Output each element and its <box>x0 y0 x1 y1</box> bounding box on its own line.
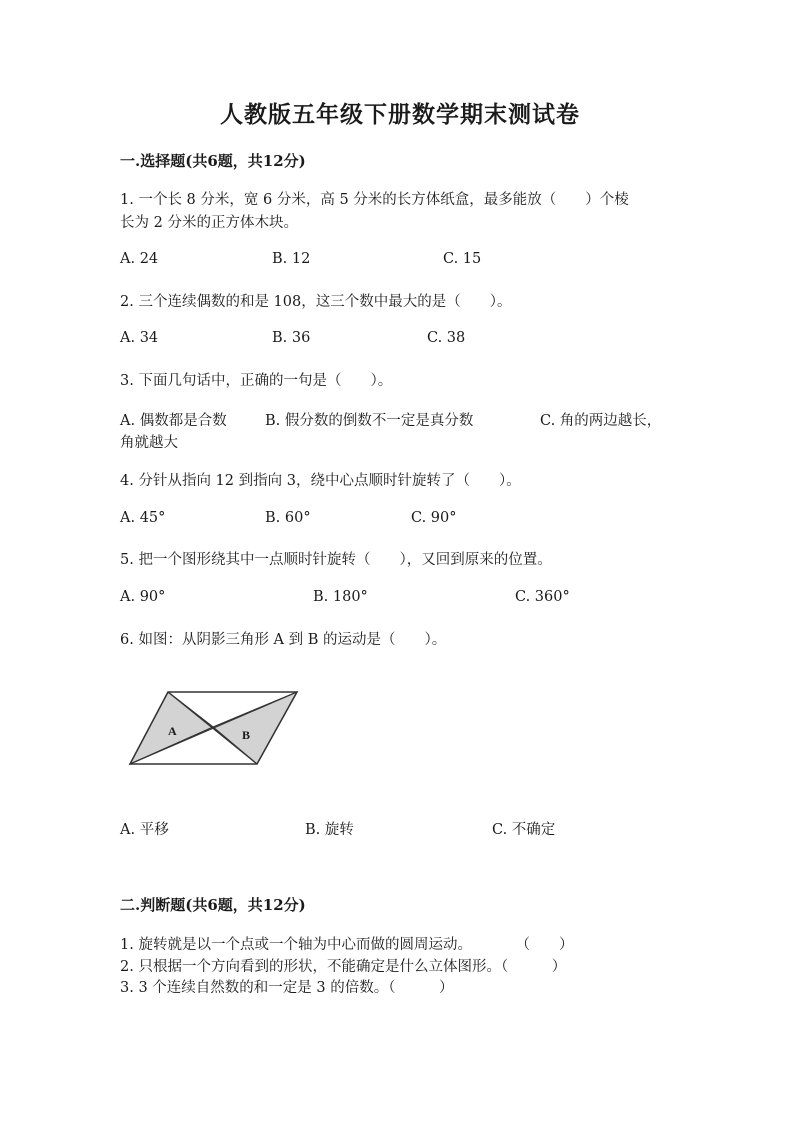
page-title: 人教版五年级下册数学期末测试卷 <box>220 101 580 128</box>
question-2-line-1: 2. 三个连续偶数的和是 108，这三个数中最大的是（ ）。 <box>120 294 512 310</box>
parallelogram-rotation-figure <box>125 688 305 770</box>
question-3-option-c: C. 角的两边越长， <box>540 413 662 429</box>
question-3-option-a: A. 偶数都是合数 <box>120 413 227 429</box>
question-4-option-a: A. 45° <box>120 510 166 526</box>
question-1-option-b: B. 12 <box>272 251 311 267</box>
question-5-option-a: A. 90° <box>120 589 166 605</box>
question-3-option-c-continued: 角就越大 <box>120 435 178 451</box>
judge-item-1: 1. 旋转就是以一个点或一个轴为中心而做的圆周运动。 （ ） <box>120 937 574 953</box>
question-3-line-1: 3. 下面几句话中，正确的一句是（ ）。 <box>120 373 393 389</box>
judge-item-3: 3. 3 个连续自然数的和一定是 3 的倍数。（ ） <box>120 980 454 996</box>
question-1-line-2: 长为 2 分米的正方体木块。 <box>120 215 298 231</box>
question-2-option-a: A. 34 <box>120 330 159 346</box>
question-1-line-1: 1. 一个长 8 分米，宽 6 分米，高 5 分米的长方体纸盒，最多能放（ ）个棱 <box>120 192 629 208</box>
question-6-option-a: A. 平移 <box>120 822 169 838</box>
question-3-option-b: B. 假分数的倒数不一定是真分数 <box>265 413 474 429</box>
judge-item-2: 2. 只根据一个方向看到的形状，不能确定是什么立体图形。（ ） <box>120 959 567 975</box>
question-4-line-1: 4. 分针从指向 12 到指向 3，绕中心点顺时针旋转了（ ）。 <box>120 473 521 489</box>
question-5-option-b: B. 180° <box>313 589 368 605</box>
section-heading-choice: 一.选择题(共6题，共12分) <box>120 152 306 170</box>
question-2-option-c: C. 38 <box>427 330 466 346</box>
label-a: A <box>168 724 177 738</box>
question-4-option-c: C. 90° <box>411 510 457 526</box>
question-5-option-c: C. 360° <box>515 589 570 605</box>
question-5-line-1: 5. 把一个图形绕其中一点顺时针旋转（ ），又回到原来的位置。 <box>120 552 552 568</box>
question-6-option-c: C. 不确定 <box>492 822 556 838</box>
question-6-option-b: B. 旋转 <box>305 822 354 838</box>
question-1-option-a: A. 24 <box>120 251 159 267</box>
shaded-triangle-b <box>213 692 297 764</box>
question-2-option-b: B. 36 <box>272 330 311 346</box>
question-6-line-1: 6. 如图：从阴影三角形 A 到 B 的运动是（ ）。 <box>120 632 447 648</box>
label-b: B <box>242 728 251 742</box>
question-4-option-b: B. 60° <box>265 510 311 526</box>
question-1-option-c: C. 15 <box>443 251 482 267</box>
section-heading-judge: 二.判断题(共6题，共12分) <box>120 896 306 914</box>
